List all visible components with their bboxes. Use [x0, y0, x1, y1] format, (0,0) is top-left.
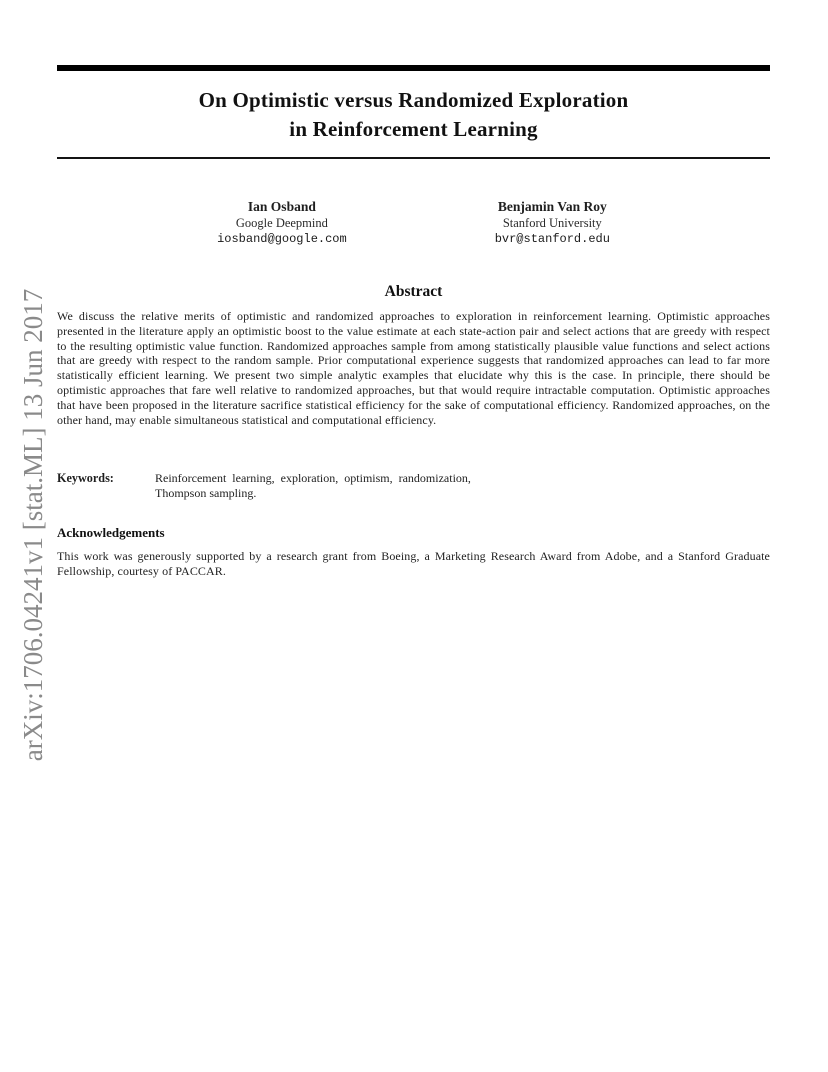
author-block	[217, 199, 347, 247]
keywords-line: Reinforcement learning, exploration, optimism, randomization,	[155, 471, 471, 485]
abstract-text: We discuss the relative merits of optimistic and randomized approaches to exploration in reinforcement learning. Optimistic approaches presented in the literature apply an optimistic boost to the value estimate at each state-action pair and select actions that are greedy with respect to the resulting optimistic value function. Randomized approaches sample from among statistically plausible value functions and select actions that are greedy with respect to the random sample. Prior computational experience suggests that randomized approaches can lead to far more statistically efficient learning. We present two simple analytic examples that elucidate why this is the case. In principle, there should be optimistic approaches that fare well relative to randomized approaches, but that would require intractable computation. Optimistic approaches that have been proposed in the literature sacrifice statistical efficiency for the sake of computational efficiency. Randomized approaches, on the other hand, may enable simultaneous statistical and computational efficiency.	[57, 309, 770, 427]
author-affiliation: Google Deepmind	[235, 216, 328, 230]
acknowledgements-heading: Acknowledgements	[57, 525, 165, 540]
acknowledgements-text: This work was generously supported by a research grant from Boeing, a Marketing Research Award from Adobe, and a Stanford Graduate Fellowship, courtesy of PACCAR.	[57, 549, 770, 579]
keywords-body	[155, 471, 471, 501]
paper-title-line-1: On Optimistic versus Randomized Exploration	[198, 88, 629, 112]
keywords-block	[57, 471, 770, 501]
keywords-line: Thompson sampling.	[155, 486, 257, 501]
abstract-heading: Abstract	[384, 283, 443, 300]
top-rule	[57, 65, 770, 71]
authors-block	[57, 199, 770, 247]
paper-title-line-2: in Reinforcement Learning	[289, 116, 538, 141]
keywords-label: Keywords:	[57, 471, 114, 485]
author-name: Ian Osband	[247, 199, 316, 214]
author-affiliation: Stanford University	[502, 216, 602, 230]
title-rule	[57, 157, 770, 159]
paper-title	[57, 86, 770, 143]
author-name: Benjamin Van Roy	[497, 199, 607, 214]
author-email: iosband@google.com	[217, 232, 347, 246]
author-email: bvr@stanford.edu	[494, 232, 610, 246]
author-block	[495, 199, 610, 247]
arxiv-watermark: arXiv:1706.04241v1 [stat.ML] 13 Jun 2017	[18, 288, 48, 762]
